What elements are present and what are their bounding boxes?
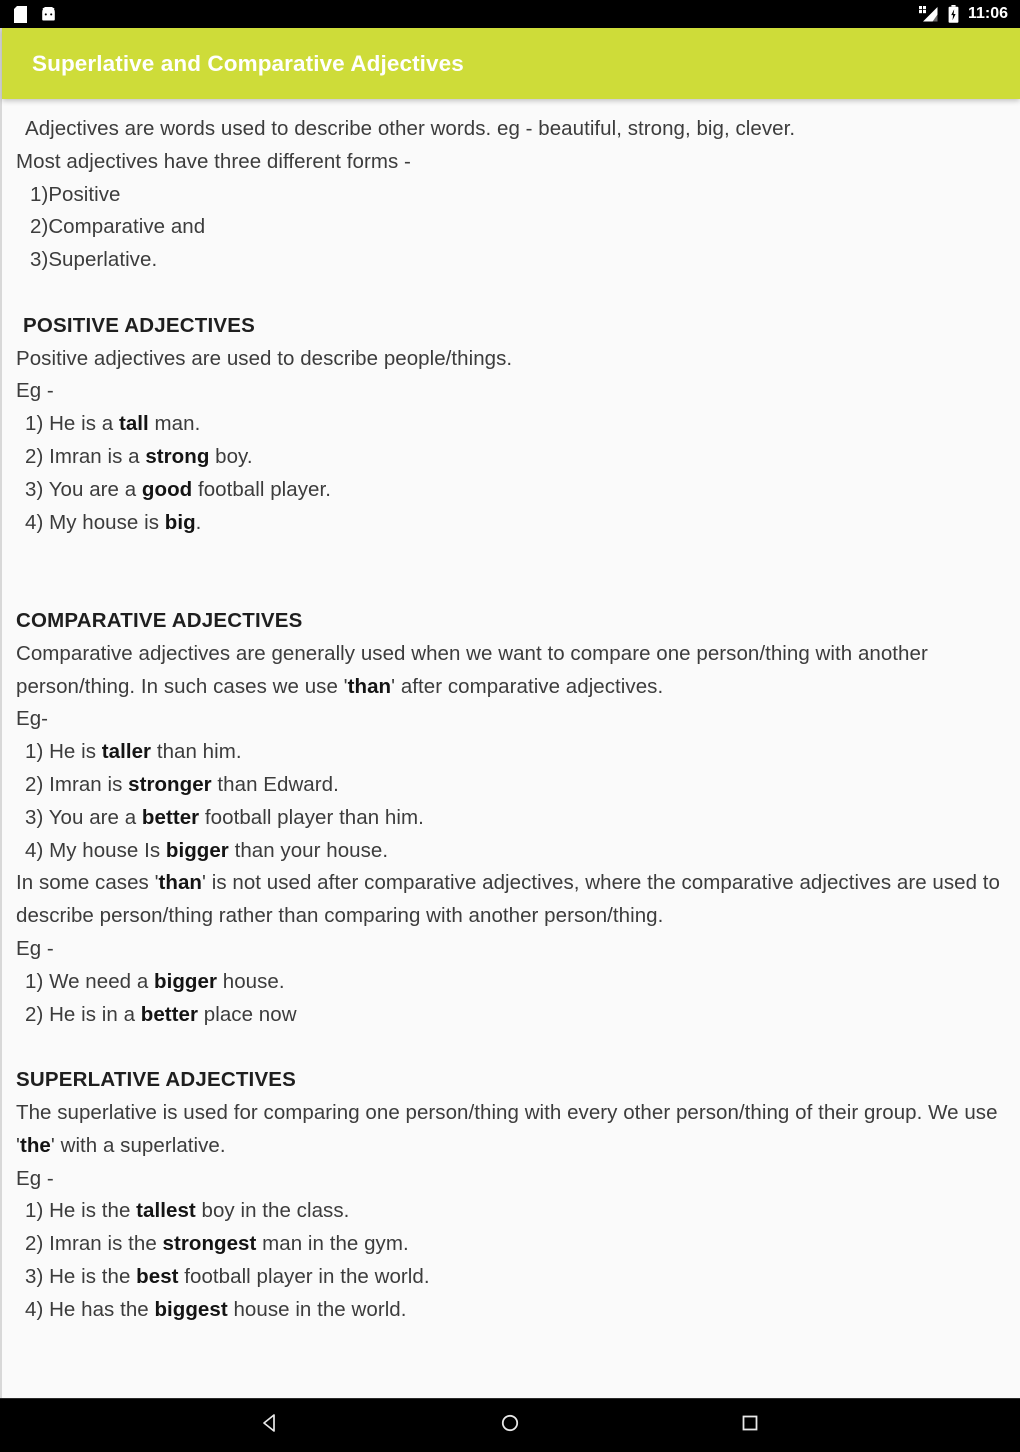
example-suffix: man. bbox=[148, 412, 201, 436]
intro-list-item-2: 2)Comparative and bbox=[30, 215, 206, 239]
recents-button[interactable] bbox=[715, 1399, 785, 1452]
comparative-example2-1 bbox=[16, 966, 1002, 999]
example-suffix: than Edward. bbox=[211, 772, 339, 796]
positive-example-4 bbox=[16, 507, 1002, 540]
example-suffix: man in the gym. bbox=[256, 1232, 409, 1256]
note-part-1: In some cases ' bbox=[16, 871, 159, 895]
example-keyword: strong bbox=[145, 444, 210, 468]
superlative-example-1 bbox=[16, 1195, 1002, 1228]
example-prefix: 2) Imran is the bbox=[25, 1232, 163, 1256]
spacer bbox=[16, 277, 1002, 310]
example-suffix: boy in the class. bbox=[195, 1199, 350, 1223]
description-part-2: ' with a superlative. bbox=[50, 1133, 226, 1157]
example-keyword: better bbox=[140, 1002, 199, 1026]
superlative-example-2 bbox=[16, 1228, 1002, 1261]
positive-eg-label: Eg - bbox=[16, 379, 54, 403]
description-part-2: ' after comparative adjectives. bbox=[391, 674, 664, 698]
action-bar bbox=[2, 28, 1020, 99]
example-prefix: 4) He has the bbox=[25, 1297, 155, 1321]
page-title: Superlative and Comparative Adjectives bbox=[32, 50, 464, 76]
example-keyword: tall bbox=[118, 412, 149, 436]
status-bar bbox=[0, 0, 1020, 28]
intro-line-2: Most adjectives have three different forms - bbox=[16, 149, 411, 173]
example-suffix: place now bbox=[198, 1002, 297, 1026]
example-keyword: bigger bbox=[154, 969, 217, 993]
intro-line-1: Adjectives are words used to describe other words. eg - beautiful, strong, big, clever. bbox=[25, 117, 796, 140]
example-prefix: 2) Imran is a bbox=[25, 444, 146, 468]
status-bar-clock: 11:06 bbox=[967, 5, 1008, 22]
example-suffix: house. bbox=[217, 969, 285, 993]
example-suffix: house in the world. bbox=[227, 1297, 407, 1321]
comparative-example-1 bbox=[16, 736, 1002, 769]
comparative-example-3 bbox=[16, 802, 1002, 835]
lesson-body bbox=[16, 113, 1006, 1326]
example-keyword: tallest bbox=[136, 1199, 196, 1223]
example-prefix: 4) My house Is bbox=[25, 838, 166, 862]
example-keyword: good bbox=[141, 477, 193, 501]
example-prefix: 2) Imran is bbox=[25, 772, 129, 796]
android-navigation-bar bbox=[0, 1398, 1020, 1451]
example-prefix: 1) He is a bbox=[25, 412, 119, 436]
back-button[interactable] bbox=[235, 1399, 305, 1452]
battery-icon bbox=[948, 5, 959, 23]
example-prefix: 4) My house is bbox=[25, 510, 165, 534]
example-prefix: 3) He is the bbox=[25, 1264, 137, 1288]
home-button[interactable] bbox=[475, 1399, 545, 1452]
app-window bbox=[0, 28, 1020, 1398]
example-suffix: . bbox=[195, 510, 202, 534]
example-suffix: football player than him. bbox=[199, 805, 424, 829]
example-keyword: best bbox=[136, 1264, 179, 1288]
comparative-note bbox=[16, 867, 1006, 933]
example-suffix: than him. bbox=[151, 740, 242, 764]
spacer bbox=[16, 1031, 1002, 1064]
description-keyword: the bbox=[19, 1133, 51, 1157]
example-suffix: than your house. bbox=[228, 838, 389, 862]
example-keyword: better bbox=[141, 805, 200, 829]
example-keyword: big bbox=[164, 510, 196, 534]
superlative-example-4 bbox=[16, 1294, 1002, 1327]
android-robot-icon bbox=[41, 7, 56, 22]
heading-superlative-adjectives: SUPERLATIVE ADJECTIVES bbox=[16, 1068, 297, 1092]
example-keyword: taller bbox=[101, 740, 152, 764]
comparative-example-4 bbox=[16, 835, 1002, 868]
home-circle-icon bbox=[499, 1412, 521, 1439]
heading-positive-adjectives: POSITIVE ADJECTIVES bbox=[23, 313, 256, 337]
superlative-eg-label: Eg - bbox=[16, 1166, 54, 1190]
heading-comparative-adjectives: COMPARATIVE ADJECTIVES bbox=[16, 608, 303, 632]
example-keyword: bigger bbox=[165, 838, 229, 862]
example-keyword: biggest bbox=[154, 1297, 228, 1321]
status-bar-left-icons bbox=[14, 6, 56, 23]
superlative-description bbox=[16, 1097, 1002, 1163]
spacer bbox=[16, 539, 1002, 605]
lesson-content-scroll-area[interactable] bbox=[2, 99, 1020, 1398]
sim-card-icon bbox=[14, 6, 27, 23]
intro-list-item-3: 3)Superlative. bbox=[30, 248, 158, 272]
comparative-eg-label-2: Eg - bbox=[16, 936, 54, 960]
example-prefix: 3) You are a bbox=[25, 805, 142, 829]
description-part-1: The superlative is used for comparing one person/thing with every other person/thing of their group. We use ' bbox=[16, 1100, 1004, 1157]
lte-signal-icon bbox=[919, 5, 939, 23]
positive-description: Positive adjectives are used to describe people/things. bbox=[16, 346, 513, 370]
positive-example-1 bbox=[16, 408, 1002, 441]
example-keyword: strongest bbox=[162, 1232, 257, 1256]
intro-list-item-1: 1)Positive bbox=[30, 182, 121, 206]
description-keyword: than bbox=[347, 674, 392, 698]
example-keyword: stronger bbox=[128, 772, 212, 796]
example-prefix: 1) We need a bbox=[25, 969, 155, 993]
note-part-2: ' is not used after comparative adjectives, where the comparative adjectives are used to describe person/thing rather than comparing with another person/thing. bbox=[16, 871, 1006, 928]
comparative-description bbox=[16, 638, 1002, 704]
recents-square-icon bbox=[739, 1412, 761, 1439]
superlative-example-3 bbox=[16, 1261, 1002, 1294]
comparative-example2-2 bbox=[16, 999, 1002, 1032]
example-prefix: 1) He is the bbox=[25, 1199, 137, 1223]
note-keyword: than bbox=[158, 871, 203, 895]
example-prefix: 3) You are a bbox=[25, 477, 142, 501]
example-prefix: 1) He is bbox=[25, 740, 102, 764]
example-suffix: boy. bbox=[209, 444, 253, 468]
description-part-1: Comparative adjectives are generally used when we want to compare one person/thing with another person/thing. In such cases we use ' bbox=[16, 641, 934, 698]
positive-example-2 bbox=[16, 441, 1002, 474]
comparative-eg-label: Eg- bbox=[16, 707, 49, 731]
comparative-example-2 bbox=[16, 769, 1002, 802]
status-bar-right-icons bbox=[919, 5, 1008, 23]
example-suffix: football player. bbox=[192, 477, 331, 501]
example-suffix: football player in the world. bbox=[178, 1264, 430, 1288]
back-triangle-icon bbox=[259, 1412, 281, 1439]
positive-example-3 bbox=[16, 474, 1002, 507]
example-prefix: 2) He is in a bbox=[25, 1002, 141, 1026]
